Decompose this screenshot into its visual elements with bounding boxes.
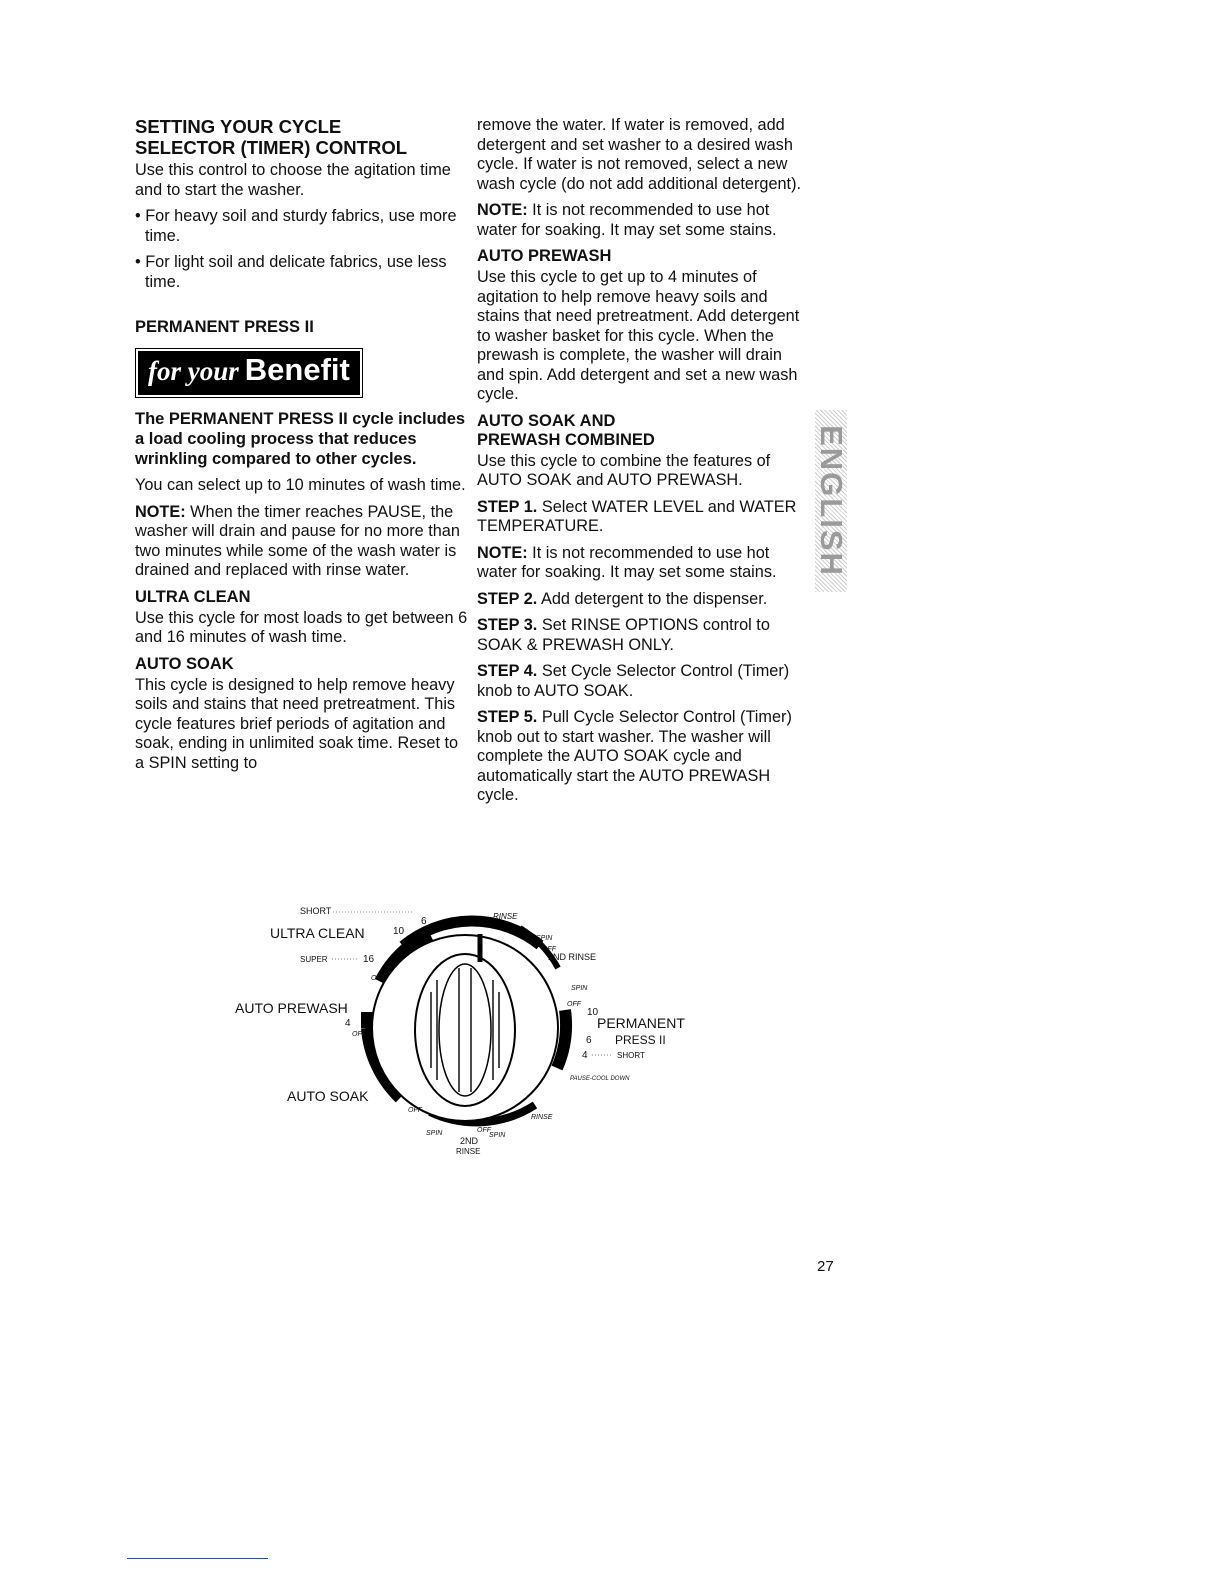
label-off-d: OFF (477, 1127, 491, 1134)
label-4-right: 4 (582, 1050, 588, 1061)
label-short-right: SHORT (617, 1051, 645, 1060)
for-your-benefit-logo: for your Benefit (138, 351, 360, 395)
combined-body: Use this cycle to combine the features of AUTO SOAK and AUTO PREWASH. (477, 451, 771, 489)
label-4-left: 4 (345, 1018, 351, 1029)
permanent-press-body: You can select up to 10 minutes of wash time. (135, 476, 466, 494)
ultra-clean-body: Use this cycle for most loads to get between 6 and 16 minutes of wash time. (135, 608, 468, 646)
auto-prewash-heading: AUTO PREWASH (477, 247, 612, 265)
label-auto-soak: AUTO SOAK (287, 1088, 369, 1104)
label-rinse-top: RINSE (493, 912, 518, 921)
label-6-right: 6 (586, 1035, 592, 1046)
ultra-clean-heading: ULTRA CLEAN (135, 587, 251, 606)
label-permanent: PERMANENT (597, 1015, 685, 1031)
auto-soak-heading: AUTO SOAK (135, 654, 234, 673)
step-1: STEP 1. Select WATER LEVEL and WATER TEMPERATURE. (477, 497, 797, 535)
auto-soak-body: This cycle is designed to help remove heavy soils and stains that need pretreatment. This cycle features brief periods of agitation and soak, ending in unlimited soak time. Reset to a SPIN setting to (135, 675, 459, 772)
auto-soak-continued: remove the water. If water is removed, add detergent and set washer to a desired wash cycle. If water is not removed, select a new wash cycle (do not add additional detergent). (477, 116, 802, 193)
footnote-rule (127, 1558, 268, 1559)
intro-paragraph: Use this control to choose the agitation time and to start the washer. (135, 161, 451, 199)
label-off-e: OFF (567, 1001, 581, 1008)
label-short-top: SHORT (300, 906, 332, 916)
label-off-b: OFF (352, 1031, 366, 1038)
permanent-press-heading: PERMANENT PRESS II (135, 318, 314, 336)
label-off-a: OFF (371, 975, 385, 982)
label-pause-cool-down: PAUSE-COOL DOWN (570, 1076, 630, 1082)
right-column (477, 116, 812, 813)
label-off-f: OFF (542, 946, 556, 953)
label-spin-top: SPIN (536, 935, 553, 942)
label-10-top: 10 (393, 926, 405, 937)
section-title: SETTING YOUR CYCLE SELECTOR (TIMER) CONTROL (135, 116, 408, 158)
soak-note: NOTE: It is not recommended to use hot water for soaking. It may set some stains. (477, 201, 777, 239)
label-spin-right: SPIN (571, 985, 588, 992)
label-off-c: OFF (408, 1107, 422, 1114)
label-2nd-rinse: 2ND RINSE (548, 952, 597, 962)
combined-note: NOTE: It is not recommended to use hot water for soaking. It may set some stains. (477, 543, 777, 581)
label-spin-bottom: SPIN (489, 1132, 506, 1139)
permanent-press-bold-paragraph: The PERMANENT PRESS II cycle includes a load cooling process that reduces wrinkling compared to other cycles. (135, 410, 466, 468)
label-ultra-clean: ULTRA CLEAN (270, 925, 365, 941)
bullet-light-soil: • For light soil and delicate fabrics, use less time. (135, 253, 447, 291)
label-auto-prewash: AUTO PREWASH (235, 1000, 348, 1016)
cycle-selector-dial (225, 900, 705, 1162)
label-rinse-br: RINSE (531, 1114, 553, 1121)
permanent-press-note: NOTE: When the timer reaches PAUSE, the washer will drain and pause for no more than two minutes while some of the wash water is drained and replaced with rinse water. (135, 502, 460, 579)
label-2nd-bottom: 2ND (460, 1136, 479, 1146)
step-5: STEP 5. Pull Cycle Selector Control (Timer) knob out to start washer. The washer will complete the AUTO SOAK cycle and automatically start the AUTO PREWASH cycle. (477, 708, 792, 804)
bullet-heavy-soil: • For heavy soil and sturdy fabrics, use more time. (135, 207, 457, 245)
combined-heading: AUTO SOAK AND PREWASH COMBINED (477, 411, 655, 449)
left-column (135, 116, 470, 780)
label-spin-bl: SPIN (426, 1130, 443, 1137)
label-6-top: 6 (421, 916, 427, 927)
label-rinse-bottom: RINSE (456, 1147, 481, 1156)
label-10-right: 10 (587, 1007, 599, 1018)
label-press-ii: PRESS II (615, 1033, 666, 1047)
step-4: STEP 4. Set Cycle Selector Control (Timer) knob to AUTO SOAK. (477, 662, 790, 700)
auto-prewash-body: Use this cycle to get up to 4 minutes of agitation to help remove heavy soils and stains that need pretreatment. Add detergent to washer basket for this cycle. When the prewash is complete, the washer will drain and spin. Add detergent and set a new wash cycle. (477, 268, 800, 403)
english-side-tab: ENGLISH (815, 410, 847, 592)
step-3: STEP 3. Set RINSE OPTIONS control to SOAK & PREWASH ONLY. (477, 616, 770, 654)
step-2: STEP 2. Add detergent to the dispenser. (477, 589, 768, 608)
label-16: 16 (363, 954, 375, 965)
label-super: SUPER (300, 955, 328, 964)
dial-knob-inner (439, 964, 491, 1096)
page-number: 27 (817, 1258, 834, 1275)
